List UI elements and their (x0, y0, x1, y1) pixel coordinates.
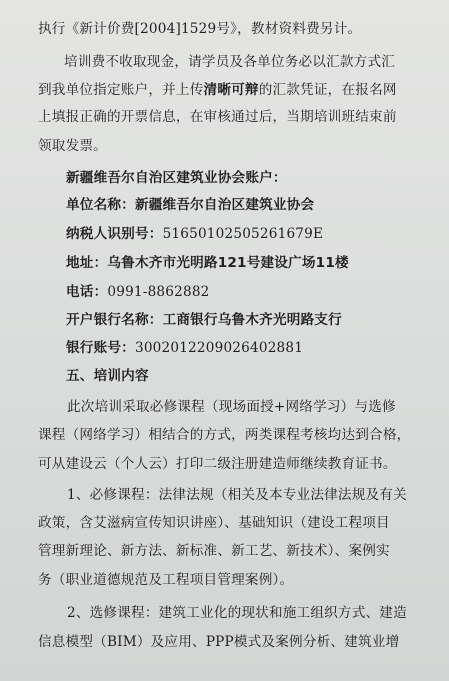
payment-text-3: 上填报正确的开票信息，在审核通过后，当期培训班结束前 (38, 109, 397, 125)
bank-name-value: 工商银行乌鲁木齐光明路支行 (162, 312, 342, 328)
account-address (0, 254, 449, 272)
elective-course-text-2: 信息模型（BIM）及应用、PPP模式及案例分析、建筑业增 (38, 634, 400, 650)
payment-paragraph-line-2 (0, 81, 449, 99)
elective-course-line-2 (0, 633, 449, 651)
account-heading (0, 169, 449, 187)
account-bank-name (0, 311, 449, 329)
account-number-label: 银行账号： (66, 340, 135, 356)
fee-standard-text: 执行《新计价费[2004]1529号》，教材资料费另计。 (38, 21, 362, 37)
required-course-line-3 (0, 542, 449, 560)
payment-paragraph-line-1 (0, 53, 449, 71)
payment-emphasis: 清晰可辩 (203, 82, 259, 98)
payment-text-2a: 到我单位指定账户，并上传 (38, 82, 204, 98)
training-intro-line-2 (0, 426, 449, 444)
account-heading-text: 新疆维吾尔自治区建筑业协会账户： (66, 170, 287, 186)
required-course-text-2: 政策，含艾滋病宣传知识讲座）、基础知识（建设工程项目 (38, 515, 390, 531)
required-course-text-3: 管理新理论、新方法、新标准、新工艺、新技术）、案例实 (38, 543, 390, 559)
section-5-title (0, 367, 449, 385)
tax-id-value: 51650102505261679E (162, 226, 324, 242)
account-number-value: 3002012209026402881 (134, 340, 304, 356)
account-unit-text: 单位名称：新疆维吾尔自治区建筑业协会 (66, 197, 315, 213)
payment-text-2c: 的汇款凭证，在报名网 (258, 82, 397, 98)
payment-paragraph-line-3 (0, 108, 449, 126)
training-intro-line-3 (0, 455, 449, 473)
account-tax-id (0, 225, 449, 243)
tax-id-label: 纳税人识别号： (66, 226, 163, 242)
training-intro-text-2: 课程（网络学习）相结合的方式，两类课程考核均达到合格， (38, 427, 411, 443)
section-5-title-text: 五、培训内容 (66, 368, 149, 384)
required-course-line-2 (0, 514, 449, 532)
required-course-text-1: 1、必修课程：法律法规（相关及本专业法律法规及有关 (67, 487, 407, 503)
phone-value: 0991-8862882 (107, 284, 210, 300)
payment-paragraph-line-4 (0, 137, 449, 155)
elective-course-text-1: 2、选修课程：建筑工业化的现状和施工组织方式、建造 (67, 605, 407, 621)
required-course-line-4 (0, 571, 449, 589)
address-text: 地址：乌鲁木齐市光明路121号建设广场11楼 (66, 255, 349, 271)
elective-course-line-1 (0, 604, 449, 622)
training-intro-text-1: 此次培训采取必修课程（现场面授+网络学习）与选修 (67, 399, 396, 415)
required-course-line-1 (0, 486, 449, 504)
phone-label: 电话： (66, 284, 108, 300)
bank-name-label: 开户银行名称： (66, 312, 163, 328)
account-phone (0, 283, 449, 301)
required-course-text-4: 务（职业道德规范及工程项目管理案例）。 (38, 572, 294, 588)
account-number (0, 339, 449, 357)
training-intro-text-3: 可从建设云（个人云）打印二级注册建造师继续教育证书。 (38, 456, 397, 472)
account-unit-name (0, 196, 449, 214)
payment-text-4: 领取发票。 (38, 138, 107, 154)
payment-text-1: 培训费不收取现金，请学员及各单位务必以汇款方式汇 (64, 54, 396, 70)
training-intro-line-1 (0, 398, 449, 416)
fee-standard-line (0, 20, 449, 38)
